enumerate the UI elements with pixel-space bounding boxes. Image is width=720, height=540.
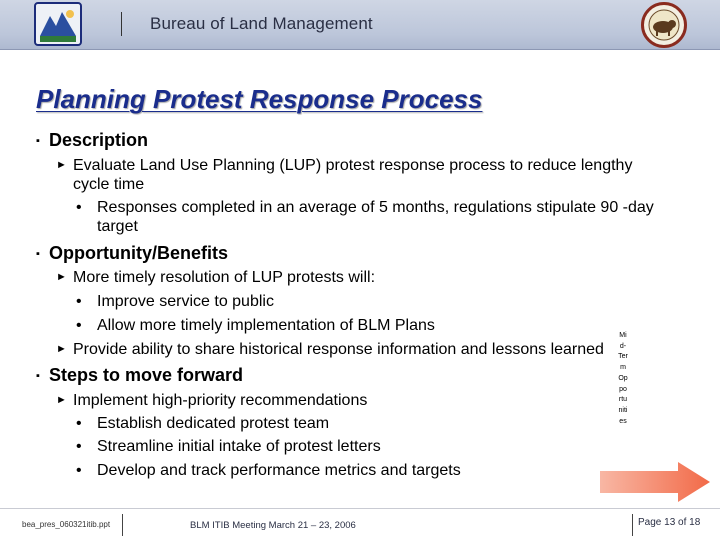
square-bullet-icon: ▪ [36,248,40,260]
list-item: ► More timely resolution of LUP protests will: [56,269,376,286]
page-number: Page 13 of 18 [638,517,701,528]
footer-divider [632,514,633,536]
vertical-note: Mid-Term Opportunities [618,332,628,425]
right-triangle-icon: ► [56,394,67,406]
section-heading-steps: ▪ Steps to move forward [36,365,244,385]
right-arrow-icon [600,462,710,502]
sub-list-item: • Establish dedicated protest team [76,415,330,432]
square-bullet-icon: ▪ [36,135,40,147]
square-bullet-icon: ▪ [36,370,40,382]
header-title: Bureau of Land Management [150,14,373,33]
doi-seal-icon [641,2,687,48]
dot-icon: • [76,199,82,216]
dot-icon: • [76,438,82,455]
section-heading-opportunity: ▪ Opportunity/Benefits [36,243,228,263]
dot-icon: • [76,293,82,310]
dot-icon: • [76,415,82,432]
footer-file-name: bea_pres_060321itib.ppt [22,520,111,529]
blm-logo-icon [34,2,82,46]
list-item: ► Provide ability to share historical response information and lessons learned [56,341,604,358]
footer-meeting: BLM ITIB Meeting March 21 – 23, 2006 [190,520,356,531]
right-triangle-icon: ► [56,159,67,171]
dot-icon: • [76,462,82,479]
dot-icon: • [76,317,82,334]
sub-list-item: • Develop and track performance metrics and targets [76,462,461,479]
header-band [0,0,720,50]
sub-list-item: • Allow more timely implementation of BLM Plans [76,317,435,334]
footer-divider [122,514,123,536]
right-triangle-icon: ► [56,343,67,355]
list-item: ► Evaluate Land Use Planning (LUP) protest response process to reduce lengthy cycle time [56,157,633,193]
slide-title: Planning Protest Response Process [36,84,483,114]
section-heading-description: ▪ Description [36,130,149,150]
sub-list-item: • Streamline initial intake of protest letters [76,438,381,455]
sub-list-item: • Improve service to public [76,293,274,310]
right-triangle-icon: ► [56,271,67,283]
footer-rule [0,508,720,509]
sub-list-item: • Responses completed in an average of 5 months, regulations stipulate 90 -day target [76,199,654,235]
header-divider [121,12,122,36]
list-item: ► Implement high-priority recommendations [56,392,368,409]
